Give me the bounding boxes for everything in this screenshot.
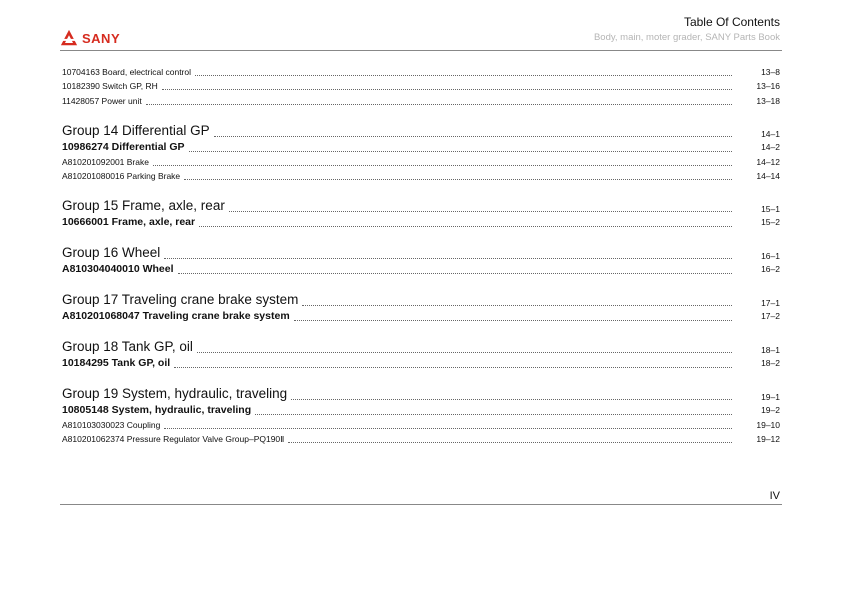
toc-group-entry[interactable] [62, 122, 780, 140]
header-divider [60, 50, 782, 51]
toc-group-entry[interactable] [62, 291, 780, 309]
toc-subgroup-entry[interactable] [62, 309, 780, 324]
toc-entry-label: A810103030023 Coupling [62, 420, 161, 431]
toc-item-entry[interactable] [62, 155, 780, 169]
toc-item-entry[interactable] [62, 418, 780, 432]
toc-entry-page: 16–1 [761, 250, 780, 261]
toc-entry-label: 10182390 Switch GP, RH [62, 81, 158, 92]
toc-item-entry[interactable] [62, 65, 780, 79]
toc-item-entry[interactable] [62, 432, 780, 446]
toc-dot-leader [153, 165, 732, 166]
toc-subgroup-entry[interactable] [62, 356, 780, 371]
toc-entry-page: 14–1 [761, 128, 780, 139]
toc-entry-page: 19–2 [761, 404, 780, 415]
toc-dot-leader [164, 258, 732, 259]
toc-dot-leader [195, 75, 732, 76]
toc-entry-label: 10805148 System, hydraulic, traveling [62, 403, 252, 416]
toc-entry-label: Group 16 Wheel [62, 244, 161, 260]
toc-dot-leader [178, 273, 733, 274]
toc-entry-label: Group 17 Traveling crane brake system [62, 291, 299, 307]
toc-entry-label: Group 15 Frame, axle, rear [62, 197, 225, 213]
toc-dot-leader [174, 367, 732, 368]
toc-entry-page: 16–2 [761, 263, 780, 274]
toc-entry-label: A810201080016 Parking Brake [62, 170, 181, 181]
toc-item-entry[interactable] [62, 93, 780, 107]
toc-entry-page: 13–8 [761, 67, 780, 78]
toc-entry-label: 10666001 Frame, axle, rear [62, 215, 196, 228]
toc-entry-page: 18–2 [761, 357, 780, 368]
toc-dot-leader [302, 305, 732, 306]
toc-entry-label: 10704163 Board, electrical control [62, 67, 191, 78]
toc-entry-page: 15–1 [761, 203, 780, 214]
toc-dot-leader [184, 179, 732, 180]
toc-entry-label: A810304040010 Wheel [62, 262, 174, 275]
toc-dot-leader [162, 89, 732, 90]
toc-entry-page: 19–10 [756, 420, 780, 431]
toc-entry-label: A810201062374 Pressure Regulator Valve Group–PQ190Ⅱ [62, 434, 285, 445]
toc-dot-leader [291, 399, 732, 400]
toc-dot-leader [146, 104, 732, 105]
toc-dot-leader [288, 442, 732, 443]
toc-entry-page: 19–1 [761, 391, 780, 402]
toc-entry-label: Group 19 System, hydraulic, traveling [62, 385, 288, 401]
toc-entry-page: 15–2 [761, 216, 780, 227]
toc-group-entry[interactable] [62, 197, 780, 215]
toc-entry-page: 14–12 [756, 156, 780, 167]
toc-entry-label: Group 18 Tank GP, oil [62, 338, 193, 354]
toc-subgroup-entry[interactable] [62, 262, 780, 277]
toc-entry-page: 14–2 [761, 141, 780, 152]
toc-dot-leader [229, 211, 732, 212]
toc-subgroup-entry[interactable] [62, 140, 780, 155]
toc-dot-leader [164, 428, 732, 429]
toc-entry-label: Group 14 Differential GP [62, 122, 210, 138]
toc-group-entry[interactable] [62, 244, 780, 262]
toc-entry-label: A810201068047 Traveling crane brake system [62, 309, 290, 322]
toc-dot-leader [189, 151, 732, 152]
toc-subgroup-entry[interactable] [62, 403, 780, 418]
toc-entry-label: 10986274 Differential GP [62, 140, 185, 153]
toc-item-entry[interactable] [62, 169, 780, 183]
toc-entry-page: 13–18 [756, 95, 780, 106]
brand-name: SANY [82, 30, 121, 46]
toc-entry-label: 11428057 Power unit [62, 95, 142, 106]
toc-dot-leader [199, 226, 732, 227]
page-number: IV [769, 490, 780, 502]
toc-entry-page: 19–12 [756, 434, 780, 445]
sany-logo-icon [60, 29, 78, 47]
sany-logo [60, 28, 120, 48]
toc-item-entry[interactable] [62, 79, 780, 93]
toc-dot-leader [294, 320, 732, 321]
toc-entry-page: 13–16 [756, 81, 780, 92]
toc-entry-page: 17–2 [761, 310, 780, 321]
toc-subgroup-entry[interactable] [62, 215, 780, 230]
document-subtitle: Body, main, moter grader, SANY Parts Book [593, 32, 780, 43]
toc-dot-leader [214, 136, 732, 137]
toc-entry-page: 17–1 [761, 297, 780, 308]
toc-entry-page: 14–14 [756, 170, 780, 181]
toc-entry-label: 10184295 Tank GP, oil [62, 356, 171, 369]
toc-group-entry[interactable] [62, 338, 780, 356]
toc-entry-page: 18–1 [761, 344, 780, 355]
footer-divider [60, 504, 782, 505]
page-header [0, 0, 842, 52]
toc-dot-leader [197, 352, 732, 353]
toc-group-entry[interactable] [62, 385, 780, 403]
document-title: Table Of Contents [683, 15, 780, 29]
table-of-contents [62, 65, 780, 446]
toc-dot-leader [255, 414, 732, 415]
toc-entry-label: A810201092001 Brake [62, 156, 149, 167]
